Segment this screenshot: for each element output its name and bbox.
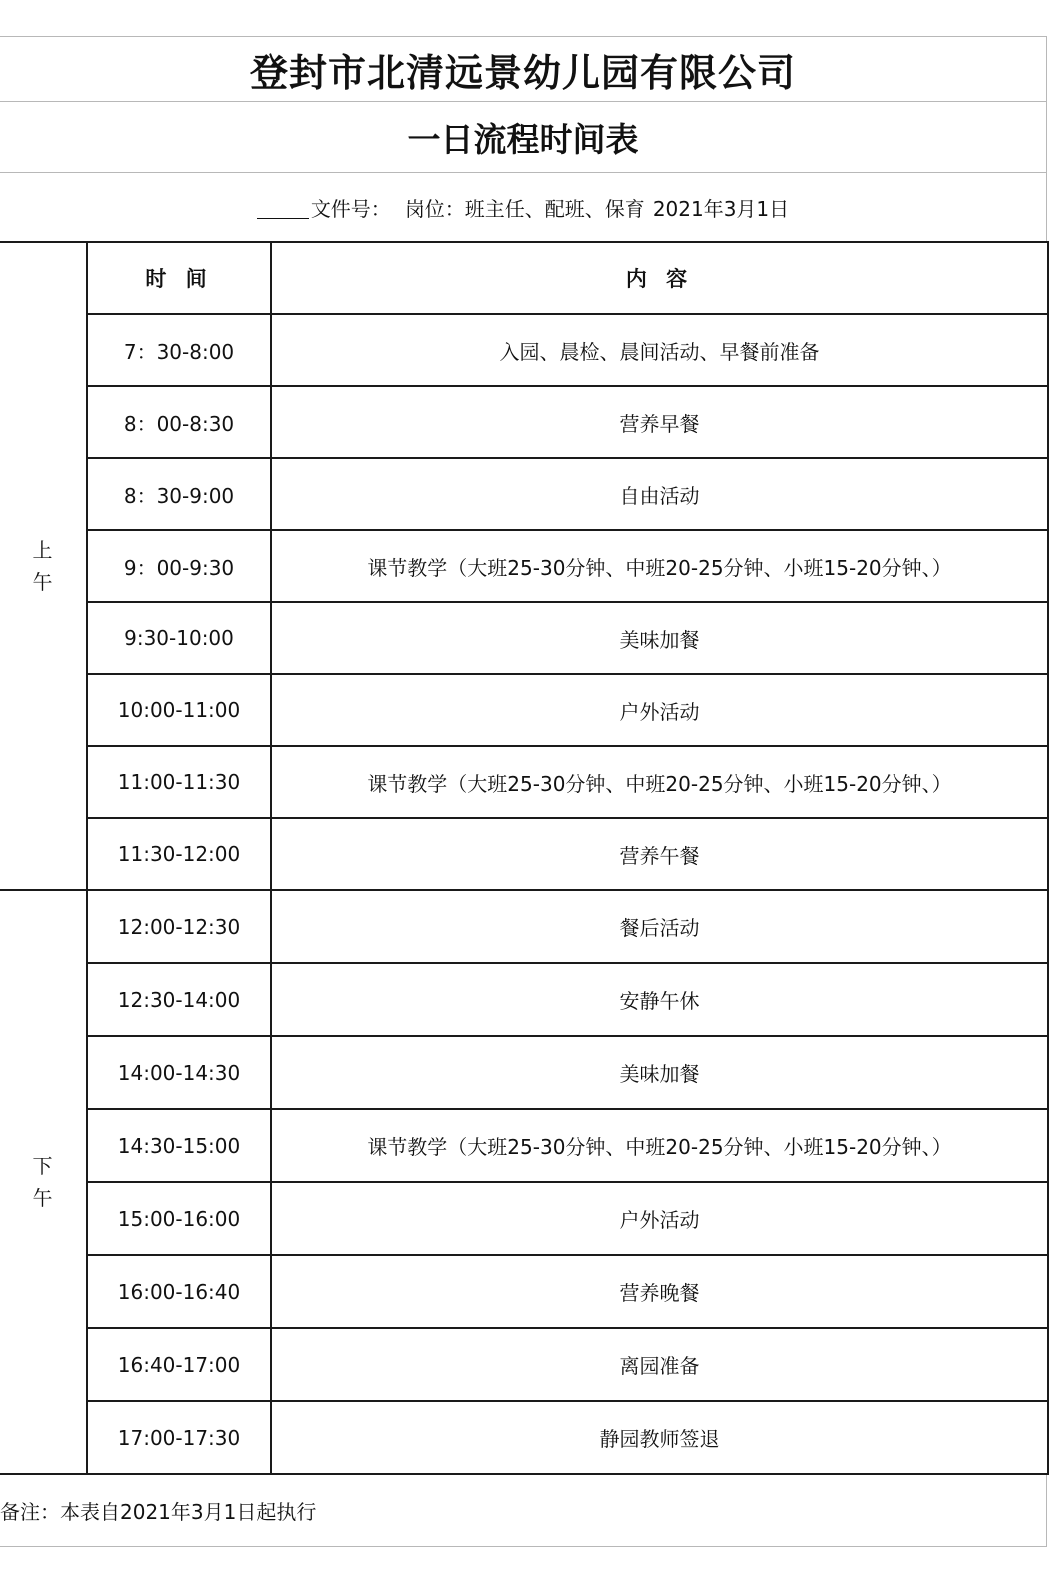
content-cell: 离园准备 [271,1328,1048,1401]
time-cell: 8：00-8:30 [87,386,271,458]
content-cell: 课节教学（大班25-30分钟、中班20-25分钟、小班15-20分钟、） [271,746,1048,818]
content-cell: 静园教师签退 [271,1401,1048,1474]
content-cell: 营养午餐 [271,818,1048,890]
time-cell: 8：30-9:00 [87,458,271,530]
time-cell: 14:00-14:30 [87,1036,271,1109]
table-row [0,386,1048,458]
period-char: 午 [32,570,53,594]
content-cell: 自由活动 [271,458,1048,530]
content-cell: 户外活动 [271,1182,1048,1255]
table-row [0,818,1048,890]
content-cell: 课节教学（大班25-30分钟、中班20-25分钟、小班15-20分钟、） [271,1109,1048,1182]
time-cell: 10:00-11:00 [87,674,271,746]
time-cell: 7：30-8:00 [87,314,271,386]
content-cell: 美味加餐 [271,602,1048,674]
table-row [0,1401,1048,1474]
time-cell: 15:00-16:00 [87,1182,271,1255]
schedule-title: 一日流程时间表 [407,119,639,159]
table-row [0,458,1048,530]
table-row [0,1328,1048,1401]
time-cell: 9：00-9:30 [87,530,271,602]
content-cell: 安静午休 [271,963,1048,1036]
content-cell: 餐后活动 [271,890,1048,963]
table-row [0,963,1048,1036]
time-cell: 17:00-17:30 [87,1401,271,1474]
content-cell: 入园、晨检、晨间活动、早餐前准备 [271,314,1048,386]
time-cell: 12:00-12:30 [87,890,271,963]
table-row [0,602,1048,674]
footer-note: 备注：本表自2021年3月1日起执行 [0,1499,317,1524]
table-row [0,530,1048,602]
time-cell: 9:30-10:00 [87,602,271,674]
period-char: 午 [32,1186,53,1210]
content-cell: 营养晚餐 [271,1255,1048,1328]
header-time: 时 间 [87,242,271,314]
content-cell: 户外活动 [271,674,1048,746]
schedule-table [0,241,1049,1475]
file-number-label: 文件号： [310,196,391,221]
content-cell: 课节教学（大班25-30分钟、中班20-25分钟、小班15-20分钟、） [271,530,1048,602]
file-number-blank [257,196,309,219]
period-cell-morning [0,242,87,890]
header-content: 内 容 [271,242,1048,314]
table-row [0,746,1048,818]
time-cell: 11:00-11:30 [87,746,271,818]
time-cell: 16:00-16:40 [87,1255,271,1328]
header-row [0,242,1048,314]
grid-line [1046,36,1047,241]
period-char: 下 [32,1154,53,1178]
table-row [0,1109,1048,1182]
table-row [0,1036,1048,1109]
period-cell-afternoon [0,890,87,1474]
document-date: 2021年3月1日 [652,196,790,221]
table-row [0,1182,1048,1255]
content-cell: 美味加餐 [271,1036,1048,1109]
grid-line [0,36,1046,37]
time-cell: 16:40-17:00 [87,1328,271,1401]
grid-line [0,1546,1046,1547]
time-cell: 14:30-15:00 [87,1109,271,1182]
table-row [0,674,1048,746]
time-cell: 12:30-14:00 [87,963,271,1036]
company-title: 登封市北清远景幼儿园有限公司 [249,50,796,95]
position-text: 岗位：班主任、配班、保育 [404,196,645,221]
content-cell: 营养早餐 [271,386,1048,458]
table-row [0,1255,1048,1328]
file-info-line [0,173,1046,241]
grid-line [1046,1473,1047,1547]
period-char: 上 [32,538,53,562]
table-row [0,314,1048,386]
time-cell: 11:30-12:00 [87,818,271,890]
table-row [0,890,1048,963]
